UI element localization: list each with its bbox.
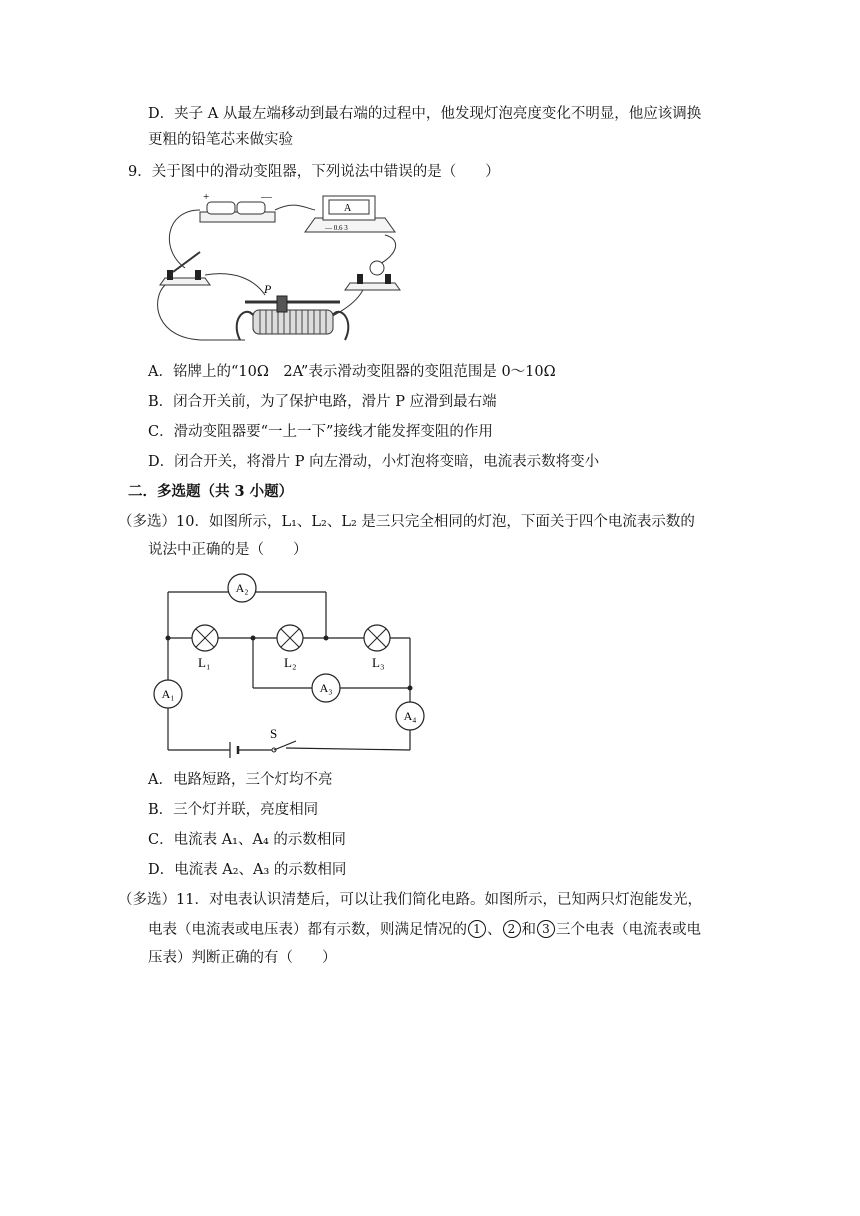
q9-stem: 9．关于图中的滑动变阻器，下列说法中错误的是（ ）	[128, 164, 500, 180]
battery-plus-label: +	[203, 191, 210, 203]
q10-option-c: C．电流表 A₁、A₄ 的示数相同	[148, 832, 346, 848]
q11-stem-line2-post: 三个电表（电流表或电	[556, 922, 701, 938]
q10-stem-line1: （多选）10．如图所示，L₁、L₂、L₂ 是三只完全相同的灯泡，下面关于四个电流表示数的	[118, 514, 695, 530]
lamp-l1-label: L₁	[198, 655, 211, 670]
ammeter-terminals: — 0.6 3	[325, 224, 348, 232]
q8-option-d-line1: D．夹子 A 从最左端移动到最右端的过程中，他发现灯泡亮度变化不明显，他应该调换	[148, 106, 702, 122]
lamp-l3-label: L₃	[372, 655, 385, 670]
q11-stem-line2-pre: 电表（电流表或电压表）都有示数，则满足情况的	[148, 922, 467, 938]
lamp-l2-icon	[277, 625, 303, 651]
battery-minus-label: —	[261, 191, 272, 203]
circled-number-3: 3	[537, 920, 555, 938]
q11-separator: 、	[487, 922, 502, 938]
ammeter-label: A	[344, 203, 352, 214]
q10-option-a: A．电路短路，三个灯均不亮	[148, 772, 333, 788]
section-title: 二．多选题（共 3 小题）	[128, 483, 294, 500]
lamp-l2-label: L₂	[284, 655, 297, 670]
q9-rheostat-circuit-figure	[145, 190, 415, 350]
switch-label: S	[270, 726, 278, 741]
ammeter-a2-label: A₂	[235, 581, 249, 595]
q10-option-b: B．三个灯并联，亮度相同	[148, 802, 319, 818]
q10-stem-line2: 说法中正确的是（ ）	[148, 542, 308, 558]
ammeter-a3-label: A₃	[319, 681, 333, 695]
q11-stem-line3: 压表）判断正确的有（ ）	[148, 950, 337, 966]
q11-stem-line2	[148, 920, 701, 940]
q9-option-c: C．滑动变阻器要“一上一下”接线才能发挥变阻的作用	[148, 424, 493, 440]
q8-option-d-line2: 更粗的铅笔芯来做实验	[148, 132, 293, 148]
lamp-l3-icon	[364, 625, 390, 651]
q9-option-d: D．闭合开关，将滑片 P 向左滑动，小灯泡将变暗，电流表示数将变小	[148, 454, 600, 470]
q9-option-b: B．闭合开关前，为了保护电路，滑片 P 应滑到最右端	[148, 394, 497, 410]
ammeter-a4-label: A₄	[403, 709, 417, 723]
ammeter-a1-label: A₁	[161, 687, 175, 701]
q11-and: 和	[521, 922, 536, 938]
circled-number-1: 1	[468, 920, 486, 938]
circled-number-2: 2	[503, 920, 521, 938]
q10-option-d: D．电流表 A₂、A₃ 的示数相同	[148, 862, 347, 878]
q10-circuit-diagram	[150, 572, 425, 758]
q11-stem-line1: （多选）11．对电表认识清楚后，可以让我们简化电路。如图所示，已知两只灯泡能发光，	[118, 892, 702, 908]
q9-option-a: A．铭牌上的“10Ω 2A”表示滑动变阻器的变阻范围是 0～10Ω	[148, 364, 556, 380]
lamp-l1-icon	[192, 625, 218, 651]
slider-p-label: P	[264, 282, 272, 296]
